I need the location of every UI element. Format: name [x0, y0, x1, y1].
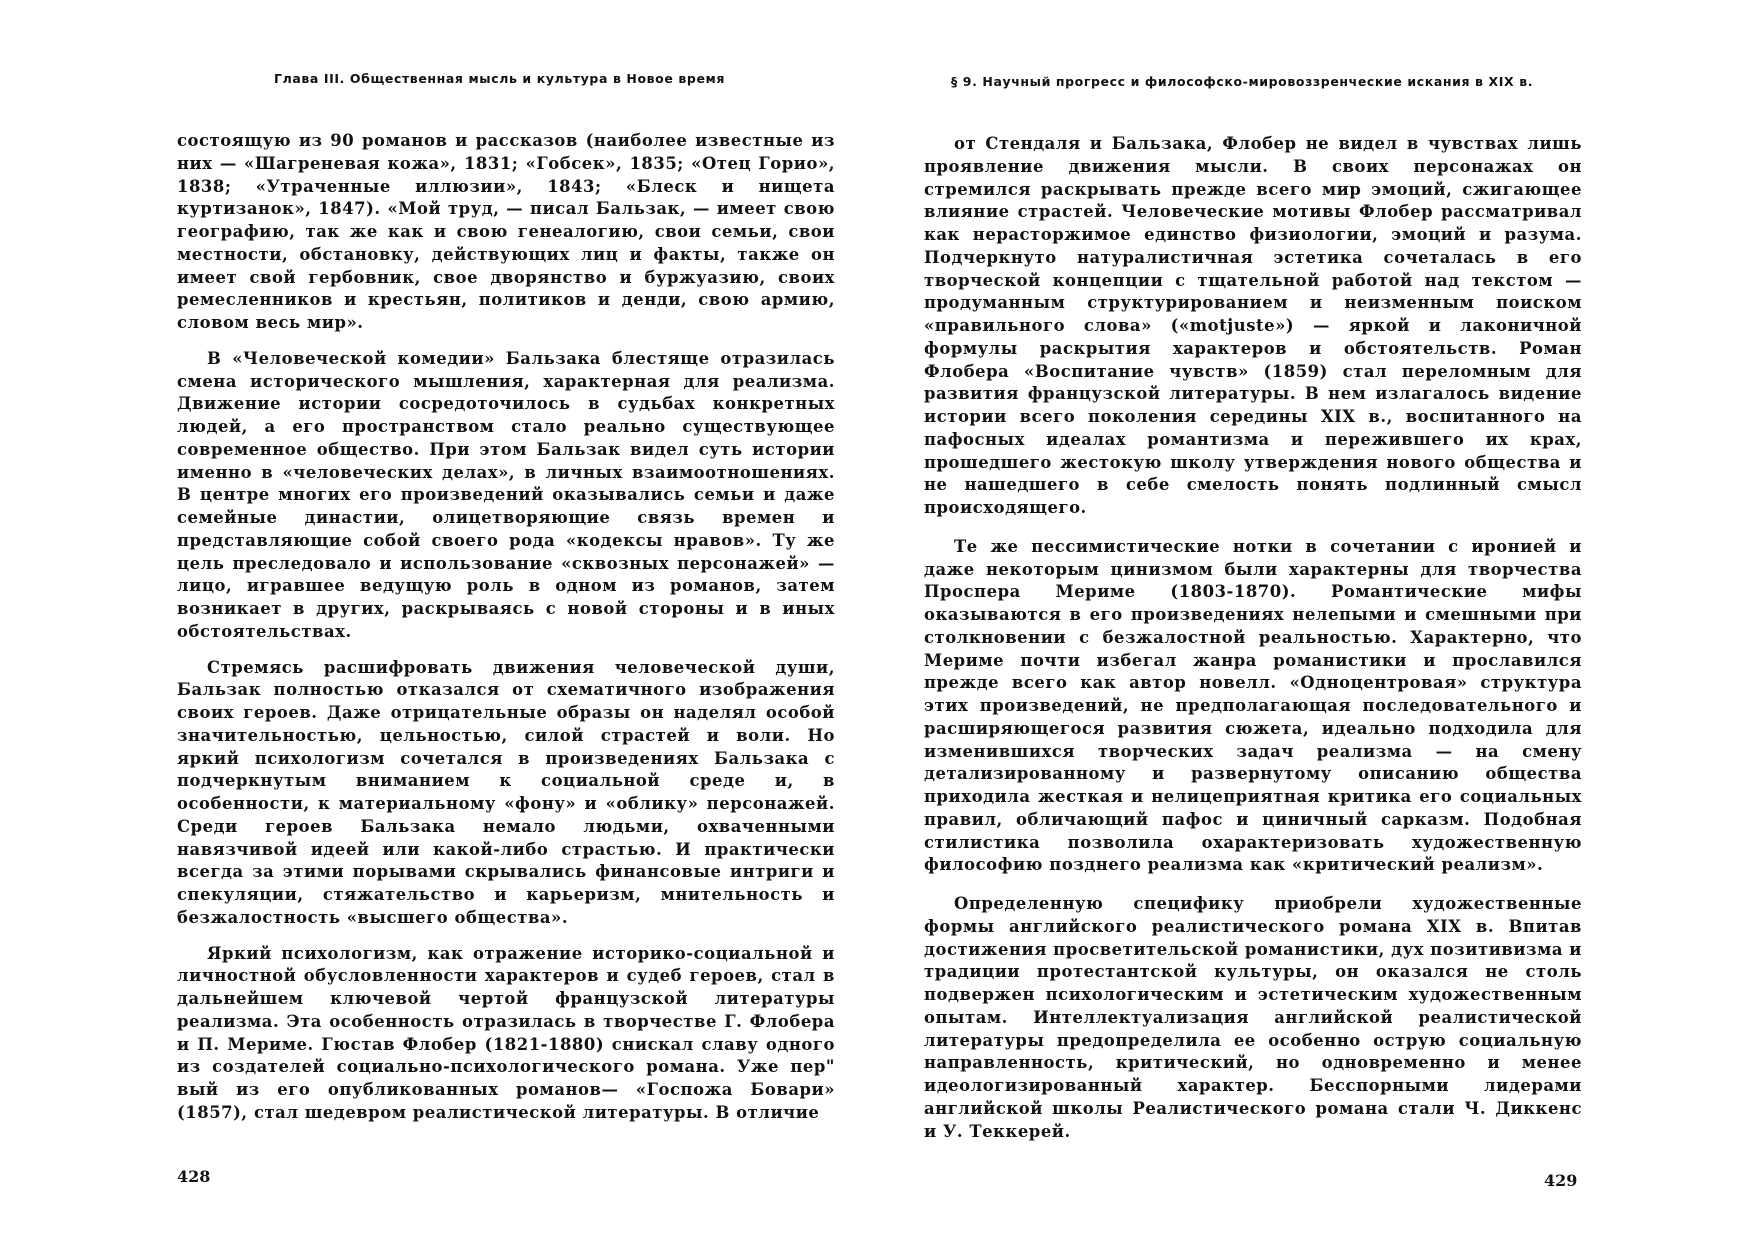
- right-page: [877, 0, 1754, 1239]
- paragraph: состоящую из 90 романов и рассказов (наиболее известные из них — «Шагреневая кожа», 1831; «Гобсек», 1835; «Отец Горио», 1838; «Утраченные иллюзии», 1843; «Блеск и нищета куртизанок», 1847). «Мой труд, — писал Бальзак, — имеет свою географию, так же как и свою генеалогию, свои семьи, свои местности, обстановку, действующих лиц и факты, также он имеет свой гербовник, свое дворянство и буржуазию, своих ремесленников и крестьян, политиков и денди, свою армию, словом весь мир».: [177, 131, 835, 332]
- page-number-right: 429: [1544, 1171, 1578, 1190]
- body-text-right: [924, 133, 1582, 1143]
- running-head-right: § 9. Научный прогресс и философско-мировоззренческие искания в XIX в.: [951, 74, 1534, 89]
- page-number-left: 428: [177, 1167, 211, 1186]
- running-head-left: Глава III. Общественная мысль и культура в Новое время: [274, 71, 725, 86]
- paragraph: В «Человеческой комедии» Бальзака блестяще отразилась смена исторического мышления, характерная для реализма. Движение истории сосредоточилось в судьбах конкретных людей, а его пространством стало реально существующее современное общество. При этом Бальзак видел суть истории именно в «человеческих делах», в личных взаимоотношениях. В центре многих его произведений оказывались семьи и даже семейные династии, олицетворяющие связь времен и представляющие собой своего рода «кодексы нравов». Ту же цель преследовало и использование «сквозных персонажей» — лицо, игравшее ведущую роль в одном из романов, затем возникает в других, раскрываясь с новой стороны и в иных обстоятельствах.: [177, 348, 835, 641]
- paragraph: Стремясь расшифровать движения человеческой души, Бальзак полностью отказался от схематичного изображения своих героев. Даже отрицательные образы он наделял особой значительностью, цельностью, силой страстей и воли. Но яркий психологизм сочетался в произведениях Бальзака с подчеркнутым вниманием к социальной среде и, в особенности, к материальному «фону» и «облику» персонажей. Среди героев Бальзака немало людьми, охваченными навязчивой идеей или какой-либо страстью. И практически всегда за этими порывами скрывались финансовые интриги и спекуляции, стяжательство и карьеризм, мнительность и безжалостность «высшего общества».: [177, 657, 835, 927]
- paragraph: Определенную специфику приобрели художественные формы английского реалистического романа XIX в. Впитав достижения просветительской романистики, дух позитивизма и традиции протестантской культуры, он оказался не столь подвержен психологическим и эстетическим художественным опытам. Интеллектуализация английской реалистической литературы предопределила ее особенно острую социальную направленность, критический, но одновременно и менее идеологизированный характер. Бесспорными лидерами английской школы Реалистического романа стали Ч. Диккенс и У. Теккерей.: [924, 894, 1582, 1141]
- body-text-left: [177, 130, 835, 1125]
- paragraph: от Стендаля и Бальзака, Флобер не видел в чувствах лишь проявление движения мысли. В своих персонажах он стремился раскрывать прежде всего мир эмоций, сжигающее влияние страстей. Человеческие мотивы Флобер рассматривал как нерасторжимое единство физиологии, эмоций и разума. Подчеркнуто натуралистичная эстетика сочеталась в его творческой концепции с тщательной работой над текстом — продуманным структурированием и неизменным поиском «правильного слова» («motjuste») — яркой и лаконичной формулы раскрытия характеров и обстоятельств. Роман Флобера «Воспитание чувств» (1859) стал переломным для развития французской литературы. В нем излагалось видение истории всего поколения середины XIX в., воспитанного на пафосных идеалах романтизма и пережившего их крах, прошедшего жестокую школу утверждения нового общества и не нашедшего в себе смелость понять подлинный смысл происходящего.: [924, 134, 1582, 517]
- paragraph: Те же пессимистические нотки в сочетании с иронией и даже некоторым цинизмом были характерны для творчества Проспера Мериме (1803-1870). Романтические мифы оказываются в его произведениях нелепыми и смешными при столкновении с безжалостной реальностью. Характерно, что Мериме почти избегал жанра романистики и прославился прежде всего как автор новелл. «Одноцентровая» структура этих произведений, не предполагающая последовательного и расширяющегося развития сюжета, идеально подходила для изменившихся творческих задач реализма — на смену детализированному и развернутому описанию общества приходила жесткая и нелицеприятная критика его социальных правил, обличающий пафос и циничный сарказм. Подобная стилистика позволила охарактеризовать художественную философию позднего реализма как «критический реализм».: [924, 536, 1582, 875]
- paragraph: Яркий психологизм, как отражение историко-социальной и личностной обусловленности характеров и судеб героев, стал в дальнейшем ключевой чертой французской литературы реализма. Эта особенность отразилась в творчестве Г. Флобера и П. Мериме. Гюстав Флобер (1821-1880) снискал славу одного из создателей социально-психологического романа. Уже пер" вый из его опубликованных романов— «Госпожа Бовари» (1857), стал шедевром реалистической литературы. В отличие: [177, 943, 835, 1122]
